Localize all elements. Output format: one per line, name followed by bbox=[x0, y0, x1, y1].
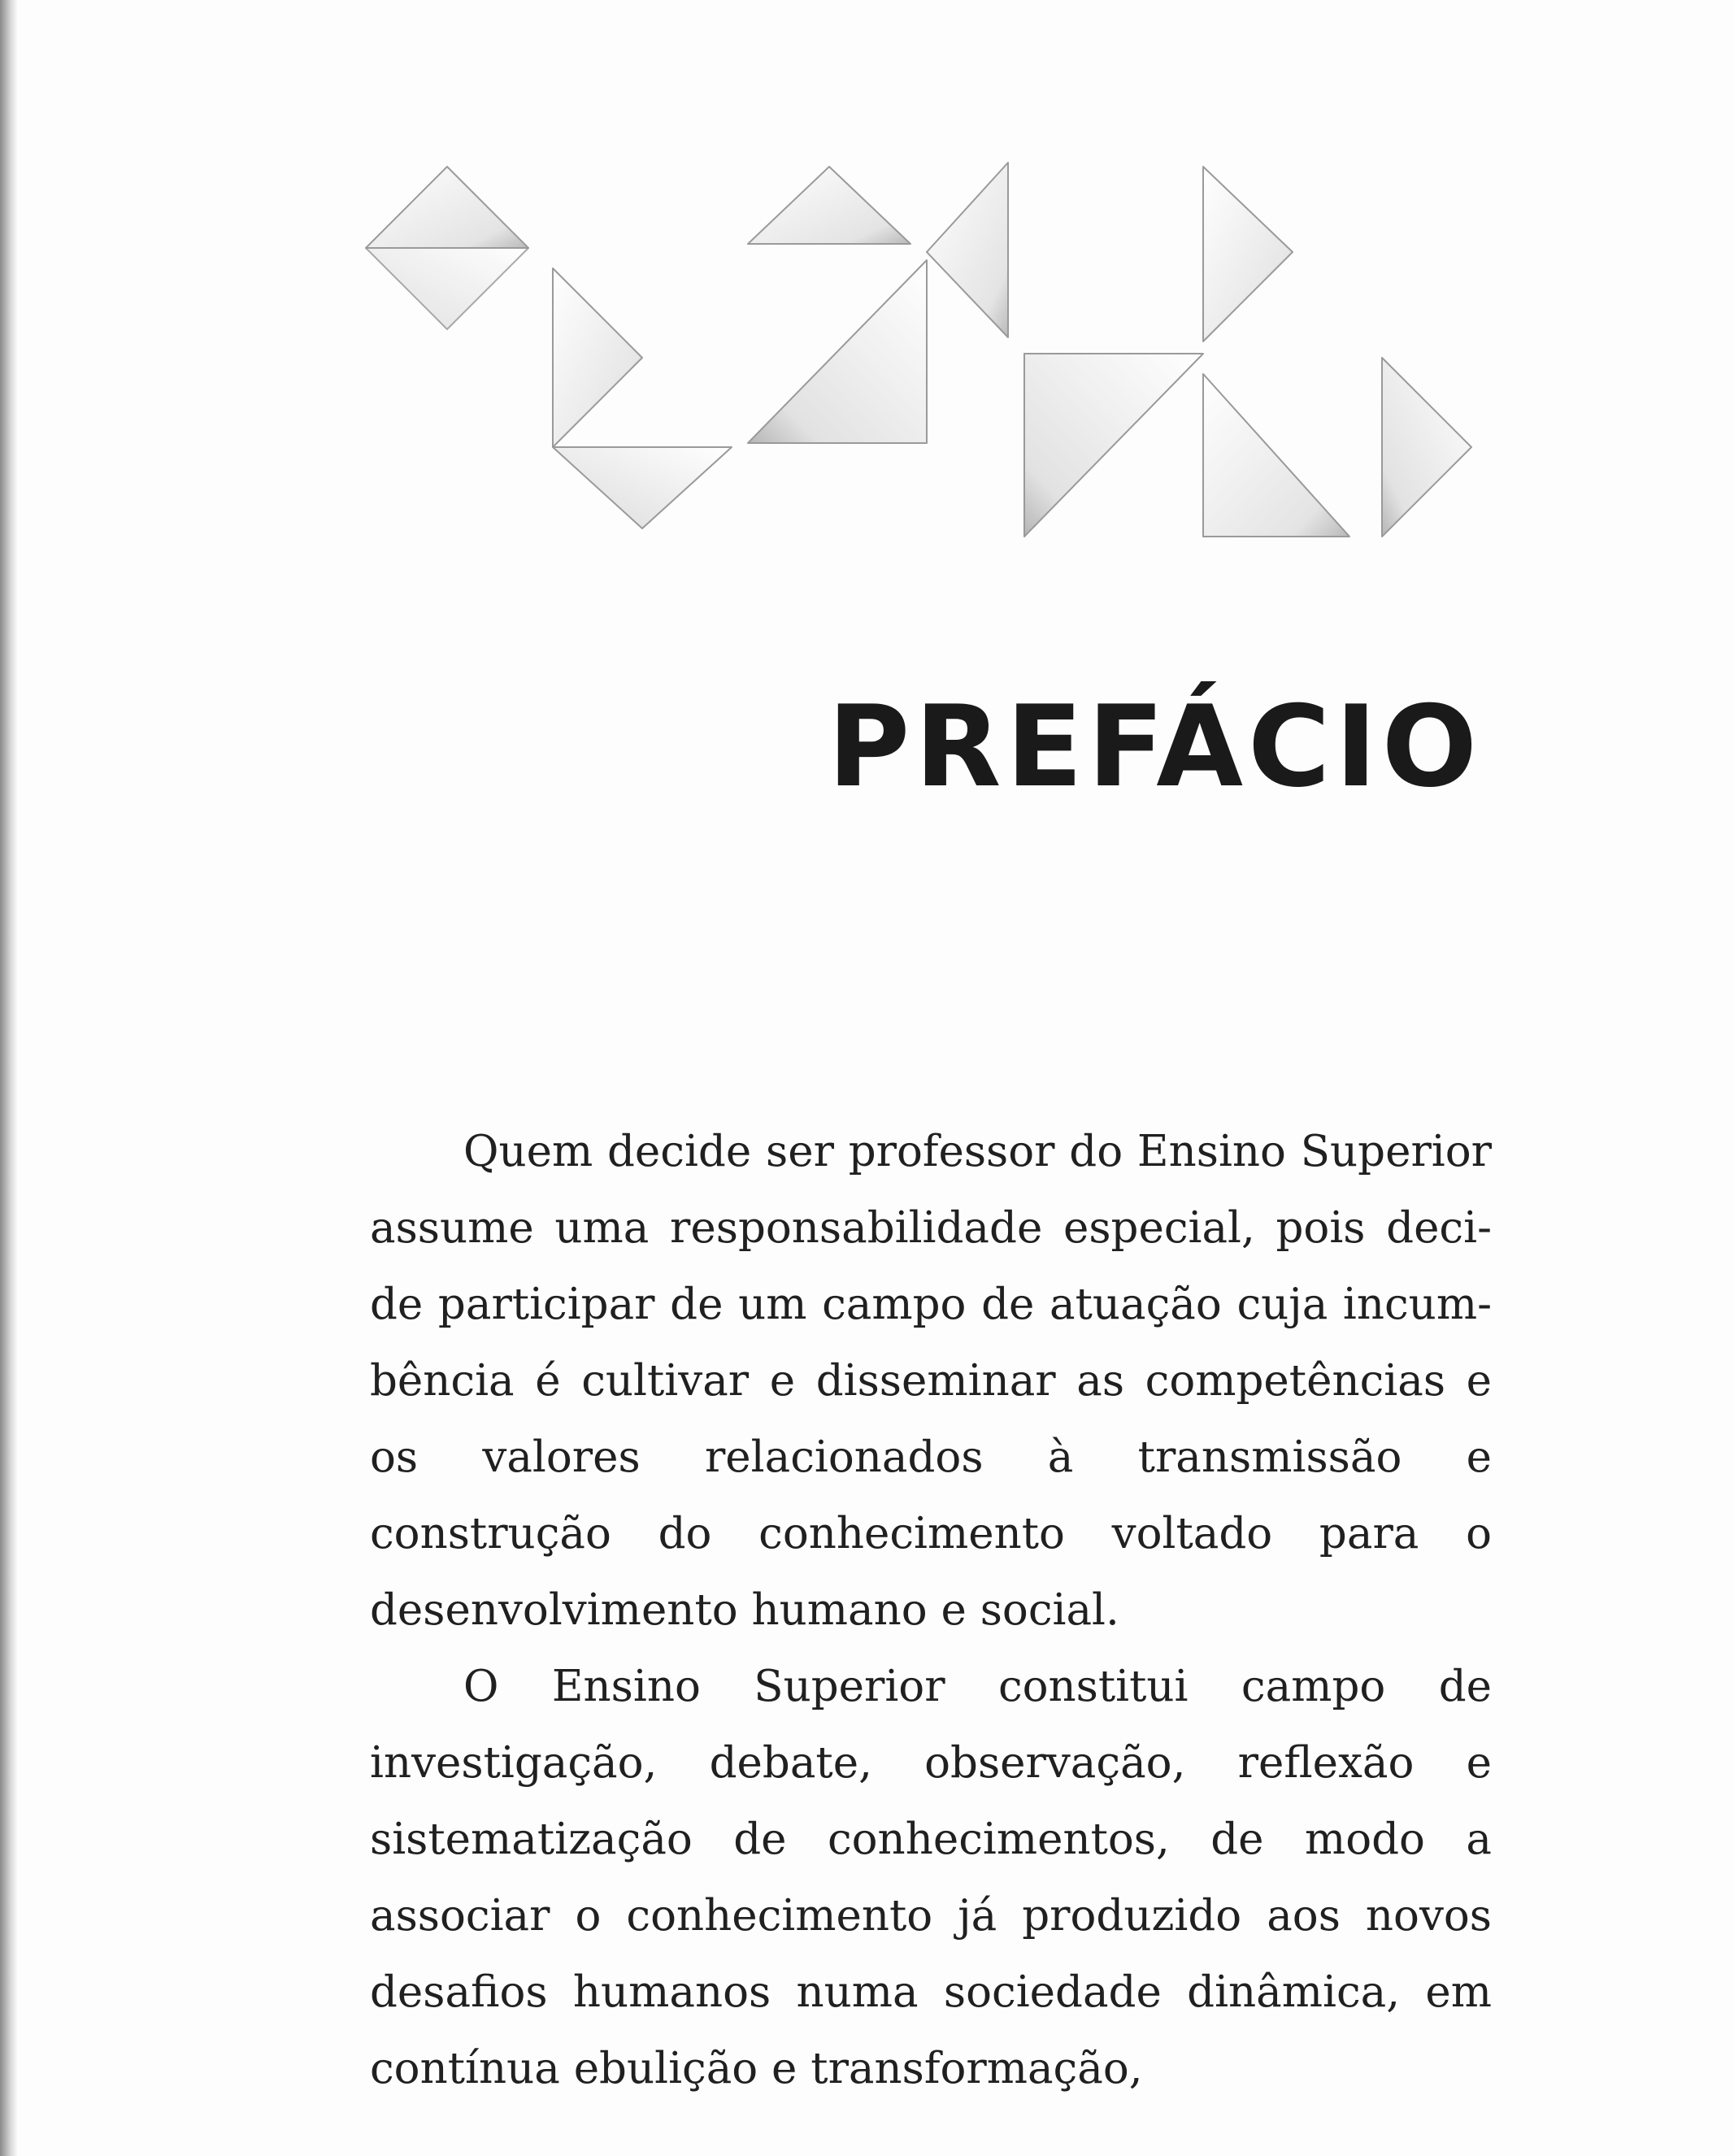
geometric-triangles-icon bbox=[341, 146, 1512, 569]
chapter-title: PREFÁCIO bbox=[828, 681, 1482, 812]
body-text bbox=[370, 1114, 1492, 2107]
paragraph: O Ensino Superior constitui campo de investigação, debate, observação, reflexão e sistematização de conhecimentos, de modo a associar o conhecimento já produzido aos novos desafios humanos numa sociedade dinâmica, em contínua ebulição e transformação, bbox=[370, 1662, 1492, 2093]
page-binding-edge bbox=[0, 0, 18, 2156]
paragraph: Quem decide ser professor do Ensino Superior assume uma responsabilidade especial, pois decide participar de um campo de atuação cuja incumbência é cultivar e disseminar as competências e os valores relacionados à transmissão e construção do conhecimento voltado para o desenvolvimento humano e social. bbox=[370, 1127, 1492, 1635]
